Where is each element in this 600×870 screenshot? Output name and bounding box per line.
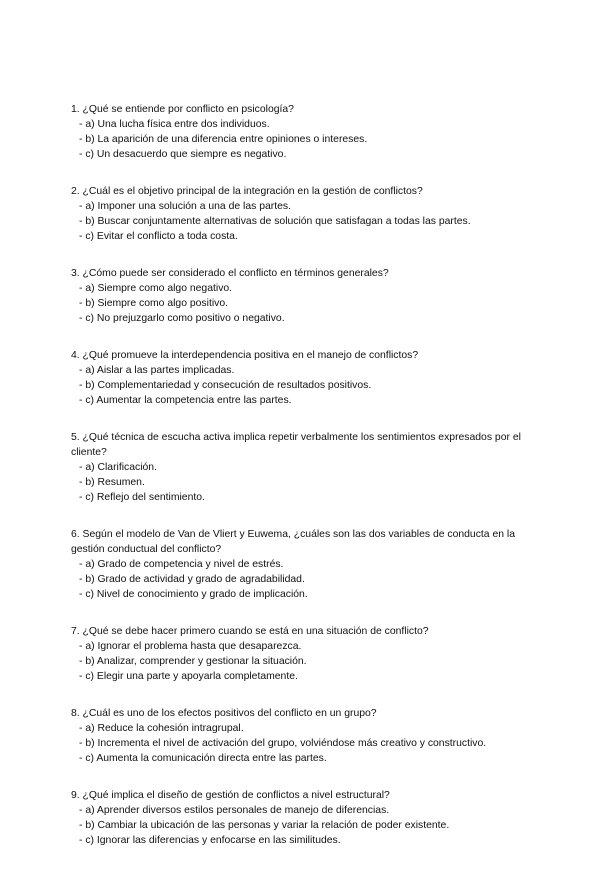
option-b: - b) Incrementa el nivel de activación del grupo, volviéndose más creativo y constructivo. bbox=[79, 738, 487, 749]
question-2 bbox=[71, 184, 541, 244]
question-text: 2. ¿Cuál es el objetivo principal de la integración en la gestión de conflictos? bbox=[71, 186, 423, 197]
option-b: - b) Buscar conjuntamente alternativas de solución que satisfagan a todas las partes. bbox=[79, 216, 471, 227]
option-b: - b) Resumen. bbox=[79, 477, 145, 488]
option-c: - c) Reflejo del sentimiento. bbox=[79, 492, 205, 503]
question-5 bbox=[71, 430, 541, 505]
question-7 bbox=[71, 624, 541, 684]
option-a: - a) Imponer una solución a una de las partes. bbox=[79, 201, 291, 212]
option-c: - c) Evitar el conflicto a toda costa. bbox=[79, 231, 238, 242]
question-text: 5. ¿Qué técnica de escucha activa implica repetir verbalmente los sentimientos expresados por el cliente? bbox=[71, 432, 521, 458]
option-c: - c) Aumentar la competencia entre las partes. bbox=[79, 395, 292, 406]
option-a: - a) Una lucha física entre dos individuos. bbox=[79, 119, 270, 130]
question-6 bbox=[71, 527, 541, 602]
question-1 bbox=[71, 102, 541, 162]
option-c: - c) Elegir una parte y apoyarla completamente. bbox=[79, 671, 298, 682]
option-c: - c) Aumenta la comunicación directa entre las partes. bbox=[79, 753, 327, 764]
question-3 bbox=[71, 266, 541, 326]
question-9 bbox=[71, 788, 541, 848]
question-text: 3. ¿Cómo puede ser considerado el conflicto en términos generales? bbox=[71, 268, 389, 279]
option-b: - b) Grado de actividad y grado de agradabilidad. bbox=[79, 574, 305, 585]
question-text: 9. ¿Qué implica el diseño de gestión de conflictos a nivel estructural? bbox=[71, 790, 390, 801]
option-c: - c) Un desacuerdo que siempre es negativo. bbox=[79, 149, 287, 160]
option-b: - b) Siempre como algo positivo. bbox=[79, 298, 228, 309]
option-b: - b) Cambiar la ubicación de las personas y variar la relación de poder existente. bbox=[79, 820, 450, 831]
option-a: - a) Grado de competencia y nivel de estrés. bbox=[79, 559, 284, 570]
question-text: 1. ¿Qué se entiende por conflicto en psicología? bbox=[71, 104, 294, 115]
question-text: 7. ¿Qué se debe hacer primero cuando se está en una situación de conflicto? bbox=[71, 626, 429, 637]
option-a: - a) Ignorar el problema hasta que desaparezca. bbox=[79, 641, 302, 652]
option-b: - b) Complementariedad y consecución de resultados positivos. bbox=[79, 380, 372, 391]
option-a: - a) Aprender diversos estilos personales de manejo de diferencias. bbox=[79, 805, 390, 816]
option-b: - b) La aparición de una diferencia entre opiniones o intereses. bbox=[79, 134, 368, 145]
option-a: - a) Reduce la cohesión intragrupal. bbox=[79, 723, 244, 734]
question-text: 4. ¿Qué promueve la interdependencia positiva en el manejo de conflictos? bbox=[71, 350, 419, 361]
question-8 bbox=[71, 706, 541, 766]
question-4 bbox=[71, 348, 541, 408]
option-c: - c) Ignorar las diferencias y enfocarse en las similitudes. bbox=[79, 835, 341, 846]
question-text: 6. Según el modelo de Van de Vliert y Euwema, ¿cuáles son las dos variables de conducta en la gestión conductual del conflicto? bbox=[71, 529, 515, 555]
option-c: - c) Nivel de conocimiento y grado de implicación. bbox=[79, 589, 308, 600]
option-a: - a) Aislar a las partes implicadas. bbox=[79, 365, 235, 376]
option-b: - b) Analizar, comprender y gestionar la situación. bbox=[79, 656, 307, 667]
quiz-document bbox=[71, 102, 541, 870]
option-a: - a) Clarificación. bbox=[79, 462, 157, 473]
option-c: - c) No prejuzgarlo como positivo o negativo. bbox=[79, 313, 285, 324]
option-a: - a) Siempre como algo negativo. bbox=[79, 283, 233, 294]
question-text: 8. ¿Cuál es uno de los efectos positivos del conflicto en un grupo? bbox=[71, 708, 377, 719]
